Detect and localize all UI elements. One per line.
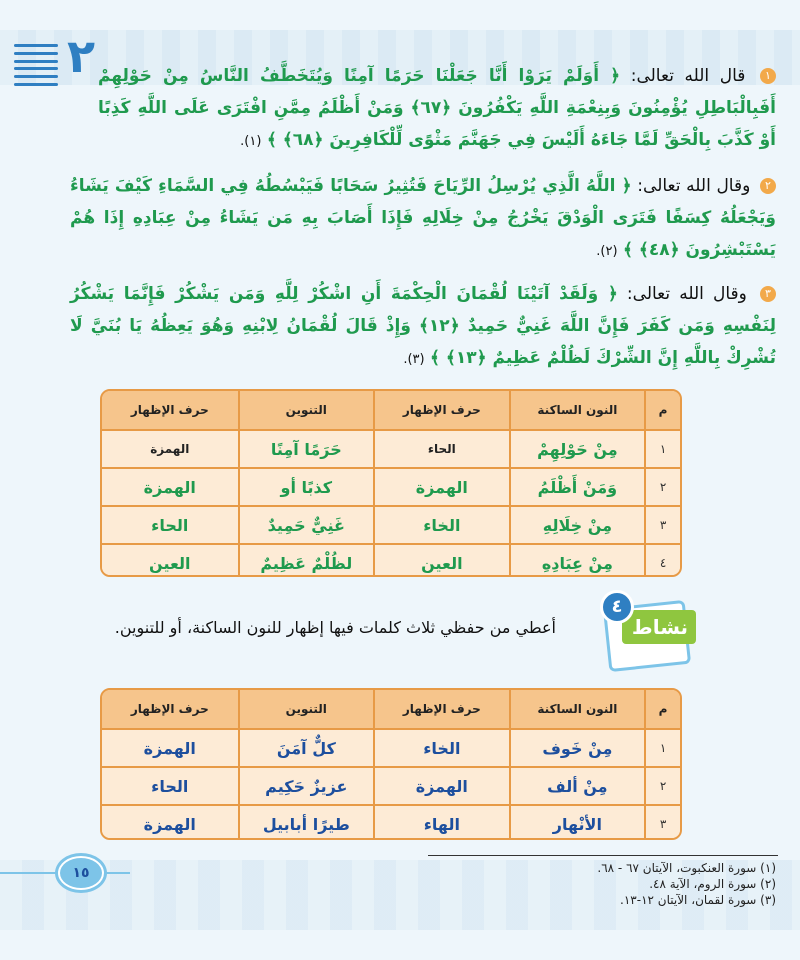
izhar-letter: الهمزة: [102, 730, 238, 766]
activity-badge: [598, 590, 694, 674]
izhar-letter: الهمزة: [102, 431, 238, 467]
verse-intro: وقال الله تعالى:: [637, 176, 751, 196]
tanween-word: غَنِيٌّ حَمِيدٌ: [238, 507, 374, 543]
izhar-letter: الحاء: [102, 768, 238, 804]
row-number: ٤: [644, 545, 680, 577]
page-number: ١٥: [58, 856, 104, 890]
verse-2: [70, 170, 776, 268]
header-cell: حرف الإظهار: [373, 391, 509, 429]
row-number: ٣: [644, 507, 680, 543]
quran-text: ﴿ وَلَقَدْ آتَيْنَا لُقْمَانَ الْحِكْمَةَ أَنِ اشْكُرْ لِلَّهِ وَمَن يَشْكُرْ فَإِنَّمَا يَشْكُرُ لِنَفْسِهِ وَمَن كَفَرَ فَإِنَّ اللَّهَ غَنِيٌّ حَمِيدٌ ﴿١٢﴾ وَإِذْ قَالَ لُقْمَانُ لِابْنِهِ وَهُوَ يَعِظُهُ يَا بُنَيَّ لَا تُشْرِكْ بِاللَّهِ إِنَّ الشِّرْكَ لَظُلْمٌ عَظِيمٌ ﴿١٣﴾ ﴾: [70, 284, 776, 368]
verse-3: [70, 278, 776, 376]
activity-number: ٤: [600, 590, 634, 624]
activity-prompt: أعطي من حفظي ثلاث كلمات فيها إظهار للنون الساكنة، أو للتنوين.: [114, 618, 556, 637]
footnote: (٣) سورة لقمان، الآيتان ١٢-١٣.: [620, 893, 776, 907]
verse-number-badge: ١: [760, 68, 776, 84]
verse-number-badge: ٢: [760, 178, 776, 194]
izhar-letter: الحاء: [102, 507, 238, 543]
table-row: [102, 728, 680, 766]
tanween-word: طيرًا أبابيل: [238, 806, 374, 840]
header-cell: م: [644, 391, 680, 429]
row-number: ١: [644, 730, 680, 766]
izhar-letter: الخاء: [373, 730, 509, 766]
tanween-word: لظُلْمٌ عَظِيمٌ: [238, 545, 374, 577]
header-cell: م: [644, 690, 680, 728]
izhar-letter: الخاء: [373, 507, 509, 543]
table-row: [102, 467, 680, 505]
verse-intro: قال الله تعالى:: [630, 66, 746, 86]
izhar-letter: الهمزة: [373, 768, 509, 804]
row-number: ٢: [644, 469, 680, 505]
izhar-letter: العين: [102, 545, 238, 577]
table-row: [102, 766, 680, 804]
table-row: [102, 505, 680, 543]
sakin-word: الأنْهار: [509, 806, 645, 840]
footnote: (٢) سورة الروم، الآية ٤٨.: [649, 877, 776, 891]
izhar-letter: الحاء: [373, 431, 509, 467]
sakin-word: مِنْ حَوْلِهِمْ: [509, 431, 645, 467]
table-row: [102, 429, 680, 467]
header-cell: التنوين: [238, 690, 374, 728]
row-number: ٣: [644, 806, 680, 840]
header-cell: حرف الإظهار: [102, 690, 238, 728]
footnote-ref: (٢).: [596, 244, 618, 259]
izhar-letter: الهمزة: [102, 469, 238, 505]
quran-text: ﴿ أَوَلَمْ يَرَوْا أَنَّا جَعَلْنَا حَرَمًا آمِنًا وَيُتَخَطَّفُ النَّاسُ مِنْ حَوْلِهِمْ أَفَبِالْبَاطِلِ يُؤْمِنُونَ وَبِنِعْمَةِ اللَّهِ يَكْفُرُونَ ﴿٦٧﴾ وَمَنْ أَظْلَمُ مِمَّنِ افْتَرَى عَلَى اللَّهِ كَذِبًا أَوْ كَذَّبَ بِالْحَقِّ لَمَّا جَاءَهُ أَلَيْسَ فِي جَهَنَّمَ مَثْوًى لِّلْكَافِرِينَ ﴿٦٨﴾ ﴾: [98, 66, 776, 150]
tanween-word: عزيزٌ حَكِيم: [238, 768, 374, 804]
verse-intro: وقال الله تعالى:: [626, 284, 747, 304]
table-header-row: [102, 690, 680, 728]
tanween-word: كلٌّ آمَنَ: [238, 730, 374, 766]
verse-number-badge: ٣: [760, 286, 776, 302]
izhar-table-1: [100, 389, 682, 577]
header-cell: النون الساكنة: [509, 690, 645, 728]
sakin-word: مِنْ خَوف: [509, 730, 645, 766]
header-cell: حرف الإظهار: [373, 690, 509, 728]
quran-text: ﴿ اللَّهُ الَّذِي يُرْسِلُ الرِّيَاحَ فَتُثِيرُ سَحَابًا فَيَبْسُطُهُ فِي السَّمَاءِ كَيْفَ يَشَاءُ وَيَجْعَلُهُ كِسَفًا فَتَرَى الْوَدْقَ يَخْرُجُ مِنْ خِلَالِهِ فَإِذَا أَصَابَ بِهِ مَن يَشَاءُ مِنْ عِبَادِهِ إِذَا هُمْ يَسْتَبْشِرُونَ ﴿٤٨﴾ ﴾: [70, 176, 776, 260]
activity-label: نشاط: [631, 615, 689, 639]
verse-1: [98, 60, 776, 158]
izhar-letter: الهمزة: [373, 469, 509, 505]
sakin-word: مِنْ عِبَادِهِ: [509, 545, 645, 577]
izhar-letter: العين: [373, 545, 509, 577]
izhar-table-2: [100, 688, 682, 840]
header-cell: النون الساكنة: [509, 391, 645, 429]
footnote-ref: (٣).: [403, 352, 425, 367]
sakin-word: مِنْ ألف: [509, 768, 645, 804]
lesson-number: ٢: [66, 29, 96, 83]
table-header-row: [102, 391, 680, 429]
row-number: ١: [644, 431, 680, 467]
izhar-letter: الهاء: [373, 806, 509, 840]
footnote-divider: [428, 855, 778, 856]
header-stripes: [14, 44, 58, 86]
footnote-ref: (١).: [240, 134, 262, 149]
footnotes: [416, 860, 776, 908]
izhar-letter: الهمزة: [102, 806, 238, 840]
footnote: (١) سورة العنكبوت، الآيتان ٦٧ - ٦٨.: [597, 861, 776, 875]
header-cell: حرف الإظهار: [102, 391, 238, 429]
row-number: ٢: [644, 768, 680, 804]
sakin-word: وَمَنْ أَظْلَمُ: [509, 469, 645, 505]
tanween-word: حَرَمًا آمِنًا: [238, 431, 374, 467]
sakin-word: مِنْ خِلَالِهِ: [509, 507, 645, 543]
header-cell: التنوين: [238, 391, 374, 429]
table-row: [102, 804, 680, 840]
tanween-word: كذبًا أو: [238, 469, 374, 505]
table-row: [102, 543, 680, 577]
